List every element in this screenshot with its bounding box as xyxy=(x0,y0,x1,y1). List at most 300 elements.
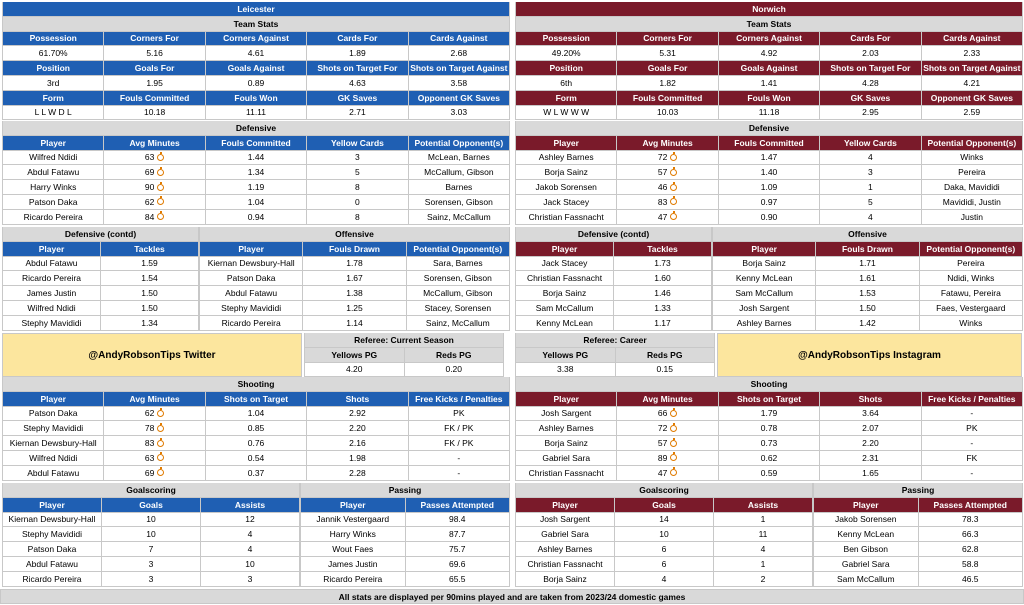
defensive-header-cell xyxy=(617,136,718,151)
defensive-row-cell xyxy=(104,151,205,166)
goalscoring-row-cell xyxy=(615,513,714,528)
shooting-header-text: Player xyxy=(40,393,66,404)
shooting-header-cell xyxy=(922,392,1023,407)
defensive-row-text: 0.94 xyxy=(247,211,265,222)
shooting-header-text: Avg Minutes xyxy=(642,393,693,404)
stopwatch-icon xyxy=(157,184,164,191)
def_contd-row xyxy=(2,257,199,272)
goalscoring-title-cell xyxy=(515,483,813,498)
shooting-row-cell xyxy=(104,436,205,451)
goalscoring-title xyxy=(515,483,813,498)
offensive-row-cell xyxy=(712,271,816,286)
r1-values-text: 5.31 xyxy=(659,48,676,59)
def_contd-row-cell xyxy=(614,316,712,331)
offensive-row-text: Ricardo Pereira xyxy=(221,317,281,328)
offensive-row-text: Ndidi, Winks xyxy=(947,273,995,284)
goalscoring-row-cell xyxy=(714,513,813,528)
offensive-title-text: Offensive xyxy=(848,228,887,239)
norwich-defensive-contd xyxy=(515,227,712,331)
def_contd-row xyxy=(2,286,199,301)
goalscoring-row-cell xyxy=(615,542,714,557)
defensive-row xyxy=(515,210,1023,225)
referee-career-header-cell xyxy=(616,348,716,363)
offensive-header-text: Potential Opponent(s) xyxy=(926,243,1016,254)
shooting-row-cell xyxy=(307,436,408,451)
shooting-header-text: Avg Minutes xyxy=(129,393,180,404)
r3-header xyxy=(515,91,1023,106)
def_contd-header-cell xyxy=(2,242,101,257)
referee-current-header xyxy=(304,348,504,363)
goalscoring-row-text: Kiernan Dewsbury-Hall xyxy=(8,514,96,525)
passing-row-cell xyxy=(406,527,511,542)
offensive-row xyxy=(199,271,510,286)
r2-header xyxy=(2,61,510,76)
defensive-header xyxy=(515,136,1023,151)
shooting-row-text: Gabriel Sara xyxy=(542,452,591,463)
goalscoring-row-cell xyxy=(102,557,201,572)
defensive-row xyxy=(515,195,1023,210)
goalscoring-row-cell xyxy=(102,542,201,557)
goalscoring-row-text: 4 xyxy=(247,529,253,540)
stopwatch-icon xyxy=(670,169,677,176)
shooting-row-cell xyxy=(922,407,1023,422)
defensive-header-text: Avg Minutes xyxy=(129,137,180,148)
r1-values xyxy=(515,46,1023,61)
r2-values-cell xyxy=(617,76,718,91)
shooting-row-cell xyxy=(617,407,718,422)
offensive-row-cell xyxy=(303,271,406,286)
defensive-row-text: 4 xyxy=(868,152,873,163)
goalscoring-row-cell xyxy=(2,572,102,587)
passing-row-cell xyxy=(813,527,919,542)
offensive-row-cell xyxy=(199,286,303,301)
defensive-row-cell xyxy=(307,210,408,225)
offensive-title-cell xyxy=(712,227,1023,242)
offensive-row-text: 1.53 xyxy=(859,288,876,299)
def_contd-row-text: 1.33 xyxy=(654,302,671,313)
goalscoring-header-text: Goals xyxy=(139,499,163,510)
defensive-row-cell xyxy=(409,195,510,210)
passing-row-text: James Justin xyxy=(327,558,378,569)
shooting-row xyxy=(2,451,510,466)
defensive-header-text: Fouls Committed xyxy=(221,137,291,148)
defensive-row-text: Daka, Mavididi xyxy=(943,182,1000,193)
defensive-row xyxy=(2,180,510,195)
passing-row-text: 62.8 xyxy=(961,544,979,555)
def_contd-row-cell xyxy=(101,286,199,301)
goalscoring-header xyxy=(2,498,300,513)
offensive-row-cell xyxy=(712,286,816,301)
def_contd-row-cell xyxy=(614,301,712,316)
passing-row-text: 87.7 xyxy=(448,529,466,540)
norwich-team-stats xyxy=(515,2,1023,120)
r3-values-text: 11.18 xyxy=(758,107,780,118)
offensive-row-cell xyxy=(407,286,510,301)
def_contd-row xyxy=(515,301,712,316)
offensive-header-text: Player xyxy=(751,243,777,254)
r2-values-text: 6th xyxy=(560,77,573,88)
defensive-row-text: 1.09 xyxy=(760,182,778,193)
def_contd-row-cell xyxy=(515,271,614,286)
passing-row-text: Kenny McLean xyxy=(837,529,895,540)
shooting-row-cell xyxy=(515,407,617,422)
goalscoring-row-text: 12 xyxy=(245,514,255,525)
offensive-row-cell xyxy=(712,316,816,331)
leicester-shooting xyxy=(2,377,510,481)
defensive-row-cell xyxy=(617,151,718,166)
passing-row-cell xyxy=(919,513,1024,528)
r2-values-cell xyxy=(922,76,1023,91)
shooting-title xyxy=(2,377,510,392)
offensive-row-text: Winks xyxy=(959,317,983,328)
offensive-row-cell xyxy=(407,257,510,272)
def_contd-row-text: 1.60 xyxy=(654,273,671,284)
defensive-row-cell xyxy=(2,180,104,195)
passing-row-cell xyxy=(300,527,406,542)
defensive-header-text: Fouls Committed xyxy=(734,137,804,148)
passing-row xyxy=(813,527,1023,542)
defensive-header-text: Yellow Cards xyxy=(330,137,384,148)
r2-header-text: Goals For xyxy=(134,63,175,74)
defensive-row-cell xyxy=(307,180,408,195)
shooting-row-cell xyxy=(922,466,1023,481)
r2-header-cell xyxy=(515,61,617,76)
stopwatch-icon xyxy=(670,440,677,447)
shooting-row xyxy=(2,421,510,436)
r2-values-cell xyxy=(515,76,617,91)
passing-row xyxy=(300,513,510,528)
goalscoring-row-cell xyxy=(201,513,300,528)
r1-values-cell xyxy=(515,46,617,61)
shooting-row-text: 2.31 xyxy=(862,452,879,463)
r3-values-text: 10.18 xyxy=(143,107,166,118)
defensive-row-text: 8 xyxy=(355,211,360,222)
goalscoring-row-text: 7 xyxy=(148,544,154,555)
r3-header-text: Form xyxy=(42,92,64,103)
shooting-row-cell xyxy=(206,421,307,436)
passing-header-text: Player xyxy=(339,499,366,510)
shooting-row-cell xyxy=(719,436,820,451)
offensive-row-cell xyxy=(407,271,510,286)
goalscoring-row-text: 3 xyxy=(247,573,253,584)
passing-title-cell xyxy=(813,483,1023,498)
defensive-row-text: Jakob Sorensen xyxy=(535,182,597,193)
offensive-row-text: Josh Sargent xyxy=(739,302,790,313)
goalscoring-row-text: 10 xyxy=(146,514,156,525)
shooting-row-text: FK / PK xyxy=(444,423,474,434)
referee-current-header-cell xyxy=(405,348,505,363)
def_contd-row-text: 1.73 xyxy=(654,258,671,269)
shooting-title xyxy=(515,377,1023,392)
r2-header-text: Goals Against xyxy=(740,63,798,74)
leicester-passing xyxy=(300,483,510,587)
shooting-title-text: Shooting xyxy=(750,378,788,389)
goalscoring-row-cell xyxy=(515,572,615,587)
offensive-row-cell xyxy=(712,257,816,272)
goalscoring-row-text: Ricardo Pereira xyxy=(22,573,82,584)
goalscoring-row-cell xyxy=(714,557,813,572)
shooting-row-cell xyxy=(820,436,921,451)
goalscoring-header-text: Goals xyxy=(652,499,676,510)
goalscoring-row-text: 6 xyxy=(661,558,667,569)
offensive-row xyxy=(199,301,510,316)
norwich-passing xyxy=(813,483,1023,587)
r1-values-text: 61.70% xyxy=(38,48,68,59)
goalscoring-row-cell xyxy=(201,557,300,572)
r1-header-cell xyxy=(515,32,617,47)
shooting-row xyxy=(2,466,510,481)
r1-header-cell xyxy=(922,32,1023,47)
defensive-row-cell xyxy=(307,195,408,210)
def_contd-title xyxy=(515,227,712,242)
r1-values-text: 2.33 xyxy=(963,48,981,59)
def_contd-row xyxy=(2,271,199,286)
def_contd-row-text: Abdul Fatawu xyxy=(25,258,78,269)
defensive-row-text: Sorensen, Gibson xyxy=(424,196,493,207)
defensive-header-cell xyxy=(719,136,820,151)
r2-header-text: Position xyxy=(549,63,583,74)
def_contd-title-text: Defensive (contd) xyxy=(577,228,650,239)
goalscoring-header-cell xyxy=(2,498,102,513)
passing-header-cell xyxy=(813,498,919,513)
r3-header xyxy=(2,91,510,106)
shooting-row xyxy=(2,436,510,451)
passing-row-cell xyxy=(406,572,511,587)
shooting-row xyxy=(515,466,1023,481)
goalscoring-row-cell xyxy=(201,572,300,587)
goalscoring-header-text: Assists xyxy=(747,499,779,510)
offensive-row-text: 1.38 xyxy=(346,288,363,299)
shooting-header xyxy=(2,392,510,407)
shooting-row-text: PK xyxy=(453,408,465,419)
offensive-header-cell xyxy=(303,242,406,257)
def_contd-header-text: Player xyxy=(551,243,578,254)
referee-current-values-text: 4.20 xyxy=(345,364,363,375)
goalscoring-row-text: Gabriel Sara xyxy=(541,529,589,540)
offensive-row-text: McCallum, Gibson xyxy=(423,288,493,299)
offensive-title xyxy=(199,227,510,242)
def_contd-header-cell xyxy=(515,242,614,257)
shooting-row-text: - xyxy=(970,408,974,419)
r3-values-text: 2.71 xyxy=(349,107,366,118)
passing-header-text: Player xyxy=(852,499,879,510)
r3-header-cell xyxy=(515,91,617,106)
goalscoring-row-text: 1 xyxy=(760,558,766,569)
defensive-row xyxy=(2,165,510,180)
r2-values-text: 3.58 xyxy=(450,77,468,88)
r1-values-text: 49.20% xyxy=(551,48,581,59)
referee-current-header-text: Yellows PG xyxy=(331,349,378,360)
stopwatch-icon xyxy=(670,410,677,417)
passing-row-text: Harry Winks xyxy=(329,529,376,540)
passing-row-cell xyxy=(919,527,1024,542)
defensive-row-text: 0.90 xyxy=(760,211,778,222)
offensive-row-cell xyxy=(199,257,303,272)
offensive-row-text: 1.42 xyxy=(859,317,876,328)
def_contd-row-text: 1.50 xyxy=(141,302,158,313)
offensive-title xyxy=(712,227,1023,242)
offensive-header xyxy=(199,242,510,257)
def_contd-row-text: 1.34 xyxy=(141,317,158,328)
shooting-row-text: Wilfred Ndidi xyxy=(29,452,78,463)
shooting-row-text: FK / PK xyxy=(444,438,474,449)
goalscoring-title-text: Goalscoring xyxy=(639,484,689,495)
def_contd-row-cell xyxy=(515,316,614,331)
r2-header-cell xyxy=(206,61,307,76)
shooting-row-cell xyxy=(515,466,617,481)
defensive-row-text: 83 xyxy=(657,196,668,207)
r1-header-text: Cards For xyxy=(850,33,891,44)
offensive-row xyxy=(712,271,1023,286)
defensive-row xyxy=(515,151,1023,166)
r1-values-cell xyxy=(719,46,820,61)
def_contd-row-text: Ricardo Pereira xyxy=(21,273,82,284)
goalscoring-row-text: 1 xyxy=(760,514,766,525)
r3-header-cell xyxy=(2,91,104,106)
shooting-row-text: PK xyxy=(966,423,978,434)
defensive-title xyxy=(515,121,1023,136)
stopwatch-icon xyxy=(670,184,677,191)
instagram-promo-text: @AndyRobsonTips Instagram xyxy=(798,349,941,361)
referee-current-title-text: Referee: Current Season xyxy=(354,334,454,345)
passing-header-cell xyxy=(406,498,511,513)
shooting-row-cell xyxy=(515,451,617,466)
passing-row-cell xyxy=(919,572,1024,587)
shooting-header-cell xyxy=(307,392,408,407)
defensive-row-text: 0.97 xyxy=(760,196,778,207)
shooting-header-text: Free Kicks / Penalties xyxy=(928,393,1016,404)
shooting-header-text: Shots on Target xyxy=(223,393,289,404)
def_contd-header-cell xyxy=(101,242,199,257)
shooting-header-text: Shots xyxy=(345,393,370,404)
goalscoring-row-cell xyxy=(201,527,300,542)
defensive-row-text: 46 xyxy=(657,182,668,193)
r3-values-cell xyxy=(719,106,820,121)
passing-row-text: Sam McCallum xyxy=(836,573,895,584)
shooting-row-text: Borja Sainz xyxy=(544,438,588,449)
leicester-team-stats-title-cell xyxy=(2,17,510,32)
shooting-row-text: 1.79 xyxy=(760,408,778,419)
shooting-row-text: 2.07 xyxy=(862,423,879,434)
r1-values xyxy=(2,46,510,61)
offensive-header-text: Potential Opponent(s) xyxy=(413,243,503,254)
r1-header-text: Corners For xyxy=(643,33,692,44)
passing-title-text: Passing xyxy=(388,484,422,495)
shooting-row-text: Abdul Fatawu xyxy=(27,467,80,478)
offensive-row-cell xyxy=(199,271,303,286)
offensive-row-cell xyxy=(303,316,406,331)
def_contd-row-cell xyxy=(614,271,712,286)
defensive-row-text: 1.34 xyxy=(247,167,265,178)
passing-row-text: Ricardo Pereira xyxy=(323,573,383,584)
shooting-header-cell xyxy=(617,392,718,407)
referee-current-title-cell xyxy=(304,333,504,348)
defensive-row xyxy=(515,165,1023,180)
shooting-row-text: - xyxy=(457,452,461,463)
defensive-row-text: Jack Stacey xyxy=(543,196,590,207)
offensive-row xyxy=(712,316,1023,331)
r3-values-text: 10.03 xyxy=(656,107,679,118)
passing-row xyxy=(300,527,510,542)
def_contd-row-text: 1.46 xyxy=(654,288,671,299)
r3-values xyxy=(2,106,510,121)
r3-header-text: Fouls Won xyxy=(234,92,278,103)
offensive-row-text: Borja Sainz xyxy=(742,258,786,269)
r3-values xyxy=(515,106,1023,121)
r2-values xyxy=(2,76,510,91)
passing-row-cell xyxy=(300,557,406,572)
goalscoring-row-cell xyxy=(2,513,102,528)
shooting-row-cell xyxy=(515,421,617,436)
norwich-title-text: Norwich xyxy=(752,3,786,14)
r1-values-cell xyxy=(104,46,205,61)
referee-career-title-text: Referee: Career xyxy=(583,334,647,345)
r1-header-cell xyxy=(409,32,510,47)
shooting-row-text: 0.73 xyxy=(760,438,778,449)
defensive-row-cell xyxy=(617,165,718,180)
twitter-promo xyxy=(2,333,302,377)
def_contd-row xyxy=(2,316,199,331)
shooting-row-text: FK xyxy=(966,452,978,463)
offensive-row-text: Patson Daka xyxy=(226,273,276,284)
offensive-row-cell xyxy=(712,301,816,316)
defensive-row-cell xyxy=(409,210,510,225)
r2-header-cell xyxy=(104,61,205,76)
r1-values-text: 4.92 xyxy=(760,48,778,59)
r3-header-text: Fouls Won xyxy=(747,92,791,103)
stopwatch-icon xyxy=(670,198,677,205)
goalscoring-header-cell xyxy=(102,498,201,513)
defensive-row-cell xyxy=(820,195,921,210)
r2-values-text: 1.95 xyxy=(146,77,163,88)
shooting-row xyxy=(515,421,1023,436)
referee-career-title xyxy=(515,333,715,348)
passing-row-cell xyxy=(406,542,511,557)
stopwatch-icon xyxy=(157,440,164,447)
referee-current-title xyxy=(304,333,504,348)
shooting-title-cell xyxy=(515,377,1023,392)
goalscoring-row-cell xyxy=(102,513,201,528)
defensive-row-cell xyxy=(922,151,1023,166)
r2-values-cell xyxy=(307,76,408,91)
def_contd-row xyxy=(515,286,712,301)
defensive-title-cell xyxy=(515,121,1023,136)
r2-values-cell xyxy=(719,76,820,91)
defensive-row-cell xyxy=(206,165,307,180)
def_contd-title-cell xyxy=(2,227,199,242)
defensive-row-text: Winks xyxy=(960,152,984,163)
stopwatch-icon xyxy=(670,469,677,476)
goalscoring-row-text: 4 xyxy=(247,544,253,555)
defensive-row-cell xyxy=(922,180,1023,195)
defensive-row-cell xyxy=(515,195,617,210)
def_contd-row-cell xyxy=(2,271,101,286)
def_contd-row-text: Borja Sainz xyxy=(542,288,587,299)
offensive-row-text: Fatawu, Pereira xyxy=(940,288,1001,299)
goalscoring-row xyxy=(515,557,813,572)
shooting-row-cell xyxy=(617,466,718,481)
shooting-row-cell xyxy=(2,466,104,481)
shooting-row-text: Patson Daka xyxy=(28,408,78,419)
r3-values-cell xyxy=(515,106,617,121)
r3-header-cell xyxy=(307,91,408,106)
passing-row xyxy=(300,542,510,557)
r2-header-cell xyxy=(922,61,1023,76)
def_contd-row-text: James Justin xyxy=(26,288,77,299)
defensive-title-text: Defensive xyxy=(748,122,790,133)
stopwatch-icon xyxy=(157,410,164,417)
defensive-row-cell xyxy=(515,180,617,195)
